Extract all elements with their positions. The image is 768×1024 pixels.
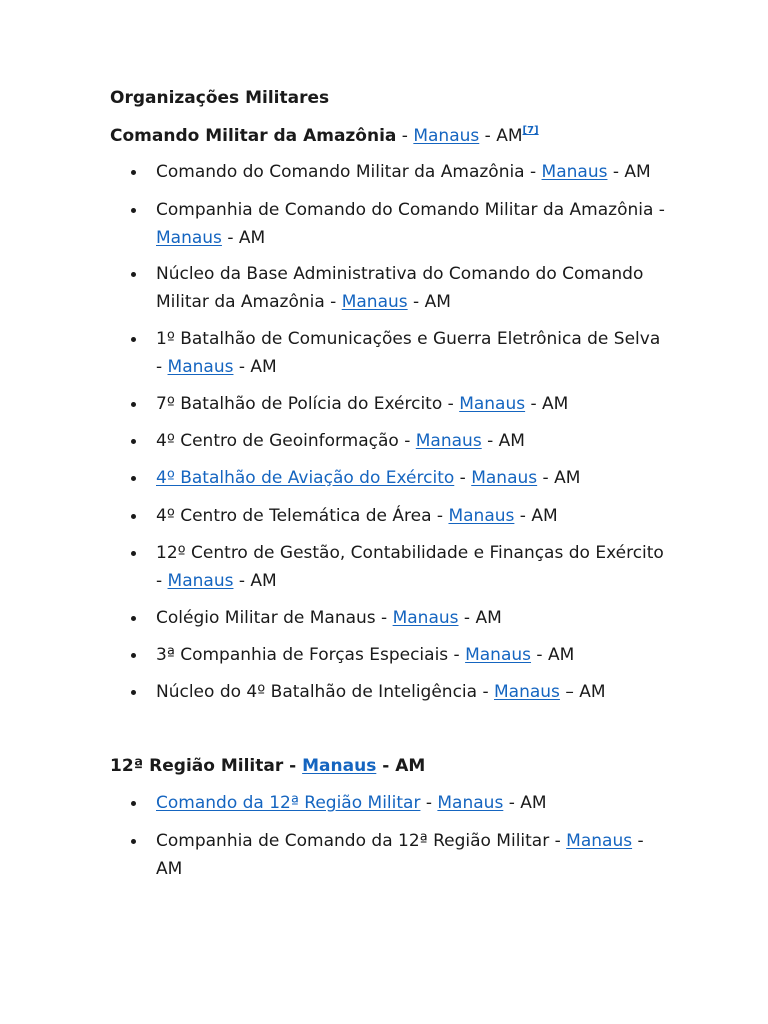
reference-link[interactable]: [7] bbox=[522, 125, 539, 136]
manaus-link[interactable]: Manaus bbox=[437, 793, 504, 813]
bullet-icon bbox=[131, 170, 136, 175]
manaus-link[interactable]: Manaus bbox=[156, 228, 222, 248]
list-item: Colégio Militar de Manaus - Manaus - AM bbox=[156, 604, 666, 632]
separator: - bbox=[396, 126, 414, 146]
manaus-link[interactable]: Manaus bbox=[167, 571, 234, 591]
unit-link[interactable]: Comando da 12ª Região Militar bbox=[156, 793, 421, 813]
list-item: Comando do Comando Militar da Amazônia - Manaus - AM bbox=[156, 158, 666, 186]
list-item: 7º Batalhão de Polícia do Exército - Manaus - AM bbox=[156, 390, 666, 418]
list-item: 4º Centro de Geoinformação - Manaus - AM bbox=[156, 427, 666, 455]
manaus-link[interactable]: Manaus bbox=[459, 394, 526, 414]
bullet-icon bbox=[131, 439, 136, 444]
bullet-icon bbox=[131, 337, 136, 342]
bullet-icon bbox=[131, 616, 136, 621]
manaus-link[interactable]: Manaus bbox=[341, 292, 408, 312]
section-heading-cma bbox=[110, 125, 539, 146]
list-item: Companhia de Comando do Comando Militar da Amazônia - Manaus - AM bbox=[156, 196, 666, 252]
manaus-link[interactable]: Manaus bbox=[494, 682, 560, 702]
section-heading-text: 12ª Região Militar - bbox=[110, 756, 303, 776]
list-item: 4º Batalhão de Aviação do Exército - Manaus - AM bbox=[156, 464, 666, 492]
manaus-link[interactable]: Manaus bbox=[302, 756, 377, 776]
section-heading-12rm bbox=[110, 756, 425, 776]
list-item: Núcleo do 4º Batalhão de Inteligência - Manaus – AM bbox=[156, 678, 666, 706]
manaus-link[interactable]: Manaus bbox=[415, 431, 482, 451]
bullet-icon bbox=[131, 272, 136, 277]
manaus-link[interactable]: Manaus bbox=[471, 468, 538, 488]
bullet-icon bbox=[131, 476, 136, 481]
page-title: Organizações Militares bbox=[110, 88, 330, 108]
bullet-icon bbox=[131, 551, 136, 556]
state-label: - AM bbox=[479, 126, 523, 146]
bullet-icon bbox=[131, 839, 136, 844]
bullet-icon bbox=[131, 208, 136, 213]
bullet-icon bbox=[131, 653, 136, 658]
manaus-link[interactable]: Manaus bbox=[541, 162, 608, 182]
section-heading-text: Comando Militar da Amazônia bbox=[110, 126, 397, 146]
list-item: Núcleo da Base Administrativa do Comando do Comando Militar da Amazônia - Manaus - AM bbox=[156, 260, 666, 316]
bullet-icon bbox=[131, 801, 136, 806]
list-item: 12º Centro de Gestão, Contabilidade e Finanças do Exército - Manaus - AM bbox=[156, 539, 666, 595]
bullet-icon bbox=[131, 514, 136, 519]
manaus-link[interactable]: Manaus bbox=[413, 126, 480, 146]
manaus-link[interactable]: Manaus bbox=[167, 357, 234, 377]
unit-link[interactable]: 4º Batalhão de Aviação do Exército bbox=[156, 468, 455, 488]
bullet-icon bbox=[131, 402, 136, 407]
manaus-link[interactable]: Manaus bbox=[566, 831, 633, 851]
list-item: 4º Centro de Telemática de Área - Manaus - AM bbox=[156, 502, 666, 530]
list-item: Comando da 12ª Região Militar - Manaus - AM bbox=[156, 789, 666, 817]
manaus-link[interactable]: Manaus bbox=[392, 608, 459, 628]
state-label: - AM bbox=[376, 756, 426, 776]
bullet-icon bbox=[131, 690, 136, 695]
list-item: Companhia de Comando da 12ª Região Militar - Manaus - AM bbox=[156, 827, 666, 883]
manaus-link[interactable]: Manaus bbox=[448, 506, 515, 526]
list-item: 1º Batalhão de Comunicações e Guerra Eletrônica de Selva - Manaus - AM bbox=[156, 325, 666, 381]
manaus-link[interactable]: Manaus bbox=[465, 645, 532, 665]
list-item: 3ª Companhia de Forças Especiais - Manaus - AM bbox=[156, 641, 666, 669]
